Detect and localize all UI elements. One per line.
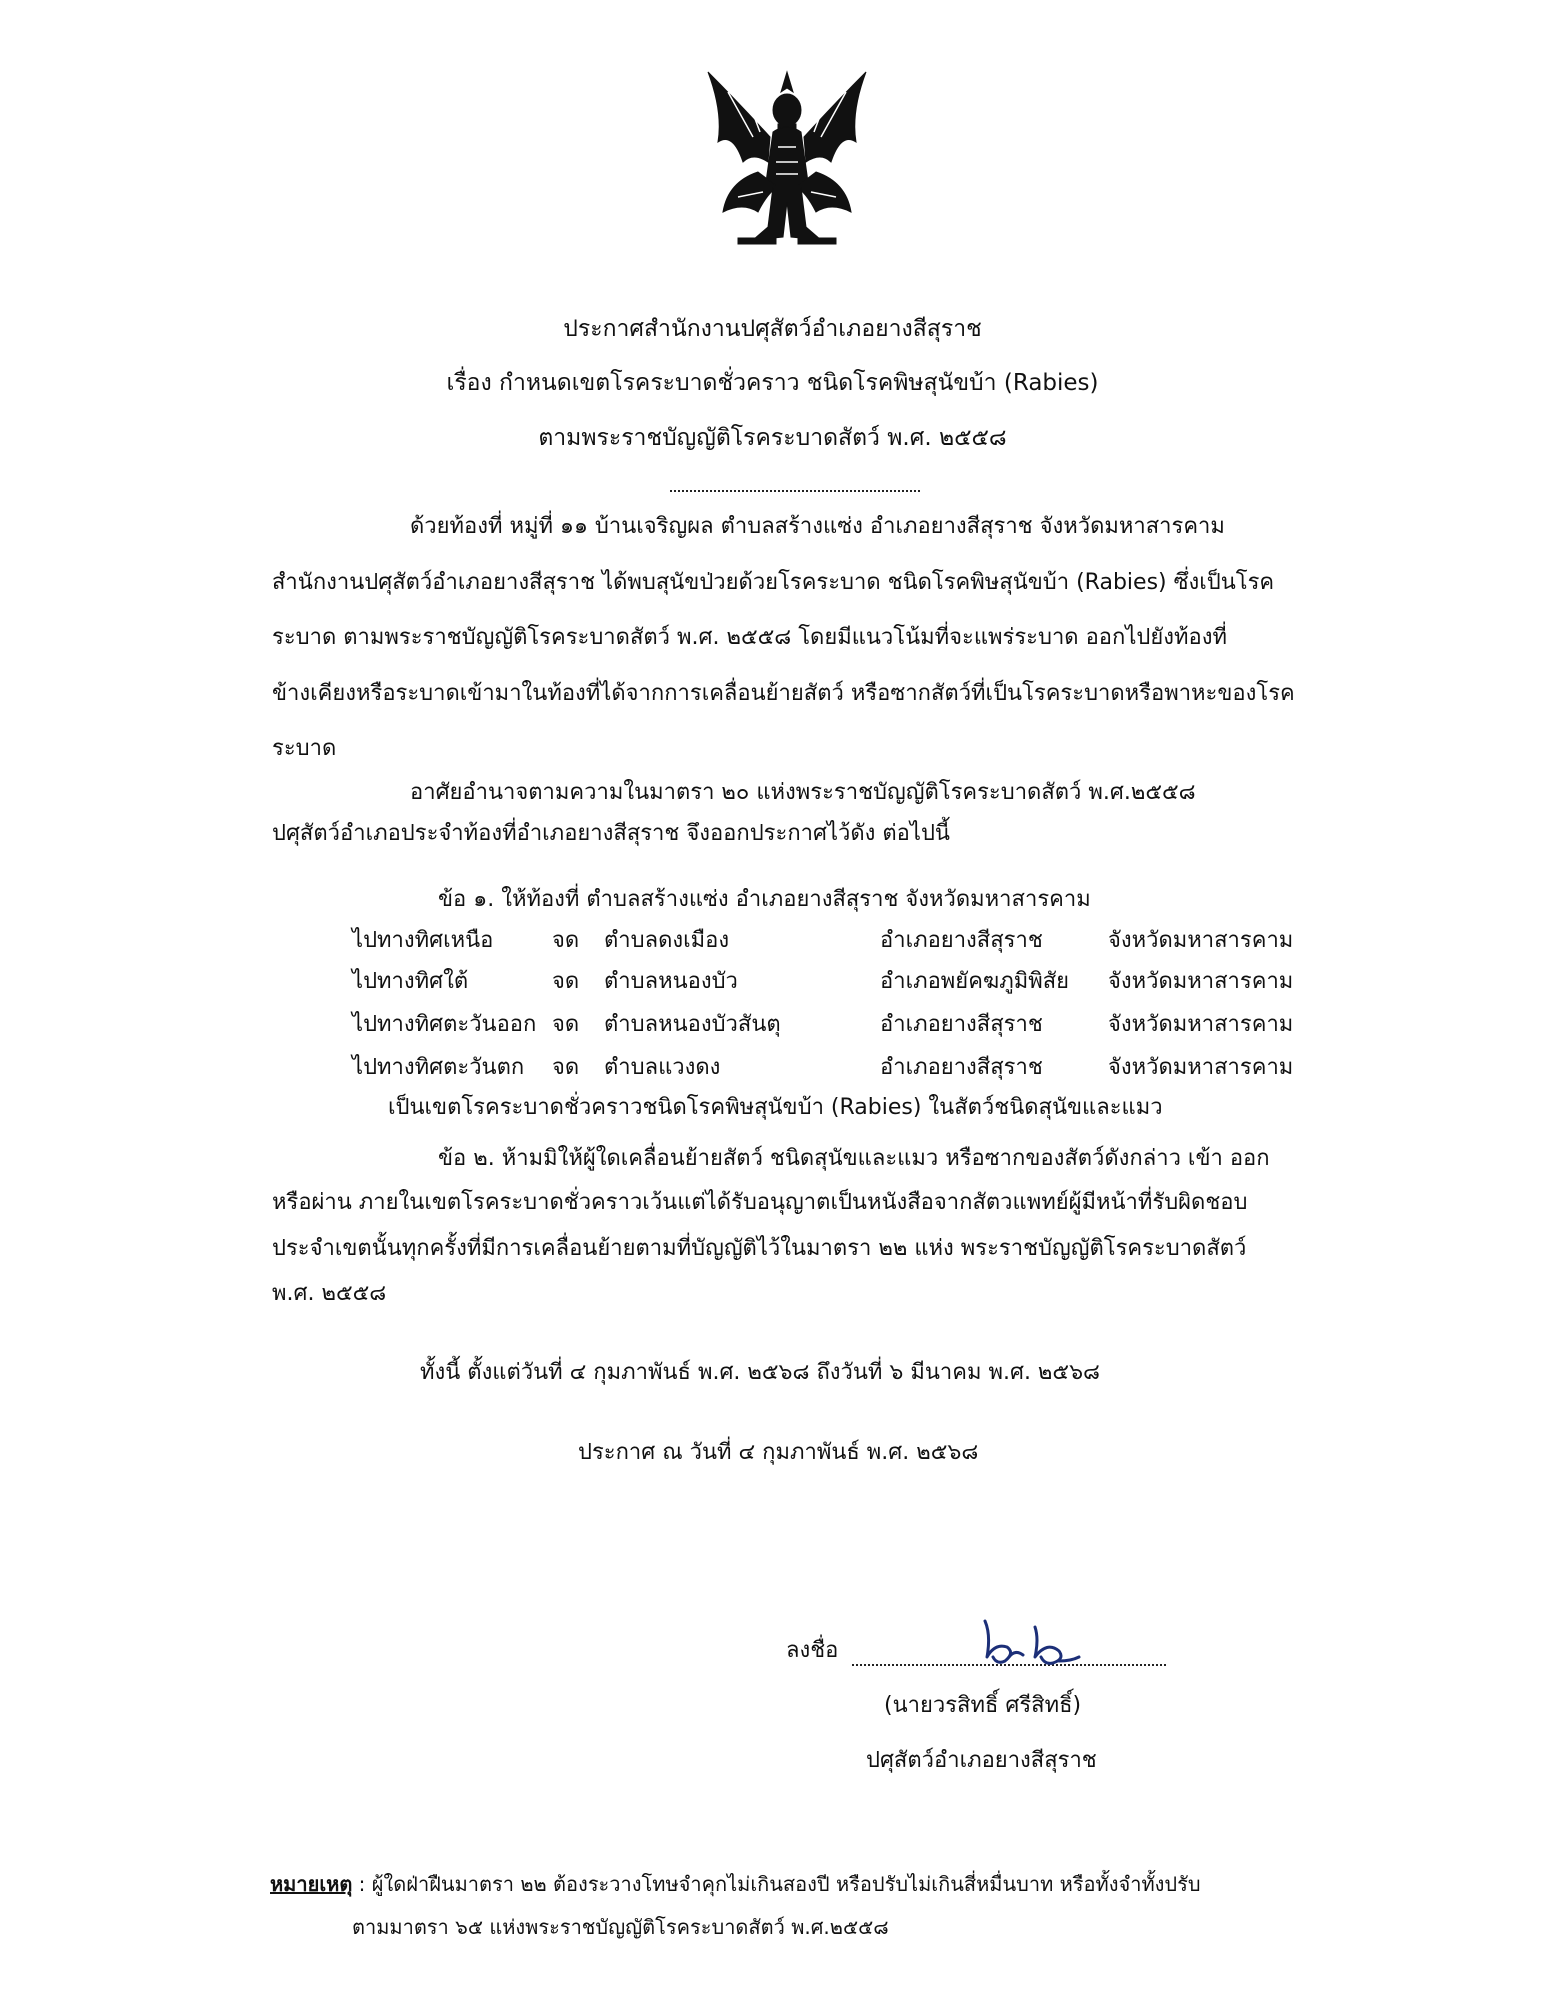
garuda-emblem-icon — [698, 62, 876, 252]
boundary-province: จังหวัดมหาสารคาม — [1108, 1055, 1294, 1080]
announcement-subject: เรื่อง กำหนดเขตโรคระบาดชั่วคราว ชนิดโรคพิษสุนัขบ้า (Rabies) — [446, 370, 1099, 396]
boundary-subdistrict: ตำบลแวงดง — [604, 1055, 721, 1080]
announcement-act: ตามพระราชบัญญัติโรคระบาดสัตว์ พ.ศ. ๒๕๕๘ — [538, 425, 1007, 451]
paragraph2-line: อาศัยอำนาจตามความในมาตรา ๒๐ แห่งพระราชบัญญัติโรคระบาดสัตว์ พ.ศ.๒๕๕๘ — [410, 780, 1196, 805]
boundary-district: อำเภอยางสีสุราช — [880, 1012, 1043, 1037]
handwritten-signature — [975, 1617, 1085, 1673]
boundary-adjacent: จด — [552, 928, 580, 953]
header-divider — [670, 490, 920, 492]
boundary-district: อำเภอพยัคฆภูมิพิสัย — [880, 969, 1070, 994]
boundary-adjacent: จด — [552, 1012, 580, 1037]
paragraph1-line: ระบาด — [272, 736, 337, 761]
signature-label: ลงชื่อ — [786, 1638, 839, 1663]
boundary-province: จังหวัดมหาสารคาม — [1108, 928, 1294, 953]
clause2-line: พ.ศ. ๒๕๕๘ — [272, 1281, 387, 1306]
paragraph1-line: สำนักงานปศุสัตว์อำเภอยางสีสุราช ได้พบสุนัขป่วยด้วยโรคระบาด ชนิดโรคพิษสุนัขบ้า (Rabies) ซึ่งเป็นโรค — [272, 570, 1275, 595]
clause2-line: ประจำเขตนั้นทุกครั้งที่มีการเคลื่อนย้ายตามที่บัญญัติไว้ในมาตรา ๒๒ แห่ง พระราชบัญญัติโรคระบาดสัตว์ — [272, 1236, 1247, 1261]
paragraph1-line: ระบาด ตามพระราชบัญญัติโรคระบาดสัตว์ พ.ศ. ๒๕๕๘ โดยมีแนวโน้มที่จะแพร่ระบาด ออกไปยังท้องที่ — [272, 625, 1227, 650]
paragraph2-line: ปศุสัตว์อำเภอประจำท้องที่อำเภอยางสีสุราช จึงออกประกาศไว้ดัง ต่อไปนี้ — [272, 821, 950, 846]
boundary-district: อำเภอยางสีสุราช — [880, 928, 1043, 953]
note-label: หมายเหตุ — [270, 1872, 353, 1896]
note-line — [270, 1874, 1201, 1894]
boundary-subdistrict: ตำบลหนองบัวสันตุ — [604, 1012, 781, 1037]
boundary-direction: ไปทางทิศเหนือ — [352, 928, 494, 953]
boundary-adjacent: จด — [552, 969, 580, 994]
signer-position: ปศุสัตว์อำเภอยางสีสุราช — [866, 1748, 1097, 1773]
boundary-province: จังหวัดมหาสารคาม — [1108, 1012, 1294, 1037]
clause2-line: หรือผ่าน ภายในเขตโรคระบาดชั่วคราวเว้นแต่ได้รับอนุญาตเป็นหนังสือจากสัตวแพทย์ผู้มีหน้าที่รับผิดชอบ — [272, 1190, 1248, 1215]
clause1-closing: เป็นเขตโรคระบาดชั่วคราวชนิดโรคพิษสุนัขบ้า (Rabies) ในสัตว์ชนิดสุนัขและแมว — [388, 1095, 1163, 1120]
effective-period: ทั้งนี้ ตั้งแต่วันที่ ๔ กุมภาพันธ์ พ.ศ. ๒๕๖๘ ถึงวันที่ ๖ มีนาคม พ.ศ. ๒๕๖๘ — [420, 1360, 1101, 1385]
announced-date: ประกาศ ณ วันที่ ๔ กุมภาพันธ์ พ.ศ. ๒๕๖๘ — [578, 1440, 979, 1465]
paragraph1-line: ข้างเคียงหรือระบาดเข้ามาในท้องที่ได้จากการเคลื่อนย้ายสัตว์ หรือซากสัตว์ที่เป็นโรคระบาดหรือพาหะของโรค — [272, 681, 1295, 706]
boundary-subdistrict: ตำบลหนองบัว — [604, 969, 738, 994]
boundary-adjacent: จด — [552, 1055, 580, 1080]
boundary-subdistrict: ตำบลดงเมือง — [604, 928, 730, 953]
boundary-direction: ไปทางทิศตะวันตก — [352, 1055, 525, 1080]
boundary-province: จังหวัดมหาสารคาม — [1108, 969, 1294, 994]
note-line-2: ตามมาตรา ๖๕ แห่งพระราชบัญญัติโรคระบาดสัตว์ พ.ศ.๒๕๕๘ — [352, 1915, 889, 1939]
note-text: : ผู้ใดฝ่าฝืนมาตรา ๒๒ ต้องระวางโทษจำคุกไม่เกินสองปี หรือปรับไม่เกินสี่หมื่นบาท หรือทั้งจำทั้งปรับ — [352, 1872, 1201, 1896]
clause2-line: ข้อ ๒. ห้ามมิให้ผู้ใดเคลื่อนย้ายสัตว์ ชนิดสุนัขและแมว หรือซากของสัตว์ดังกล่าว เข้า ออก — [438, 1146, 1270, 1171]
boundary-direction: ไปทางทิศตะวันออก — [352, 1012, 537, 1037]
announcement-title: ประกาศสำนักงานปศุสัตว์อำเภอยางสีสุราช — [563, 316, 982, 342]
signer-name: (นายวรสิทธิ์ ศรีสิทธิ์) — [884, 1693, 1082, 1718]
boundary-district: อำเภอยางสีสุราช — [880, 1055, 1043, 1080]
clause1-intro: ข้อ ๑. ให้ท้องที่ ตำบลสร้างแซ่ง อำเภอยางสีสุราช จังหวัดมหาสารคาม — [438, 887, 1091, 912]
paragraph1-line: ด้วยท้องที่ หมู่ที่ ๑๑ บ้านเจริญผล ตำบลสร้างแซ่ง อำเภอยางสีสุราช จังหวัดมหาสารคาม — [410, 514, 1225, 539]
boundary-direction: ไปทางทิศใต้ — [352, 969, 469, 994]
